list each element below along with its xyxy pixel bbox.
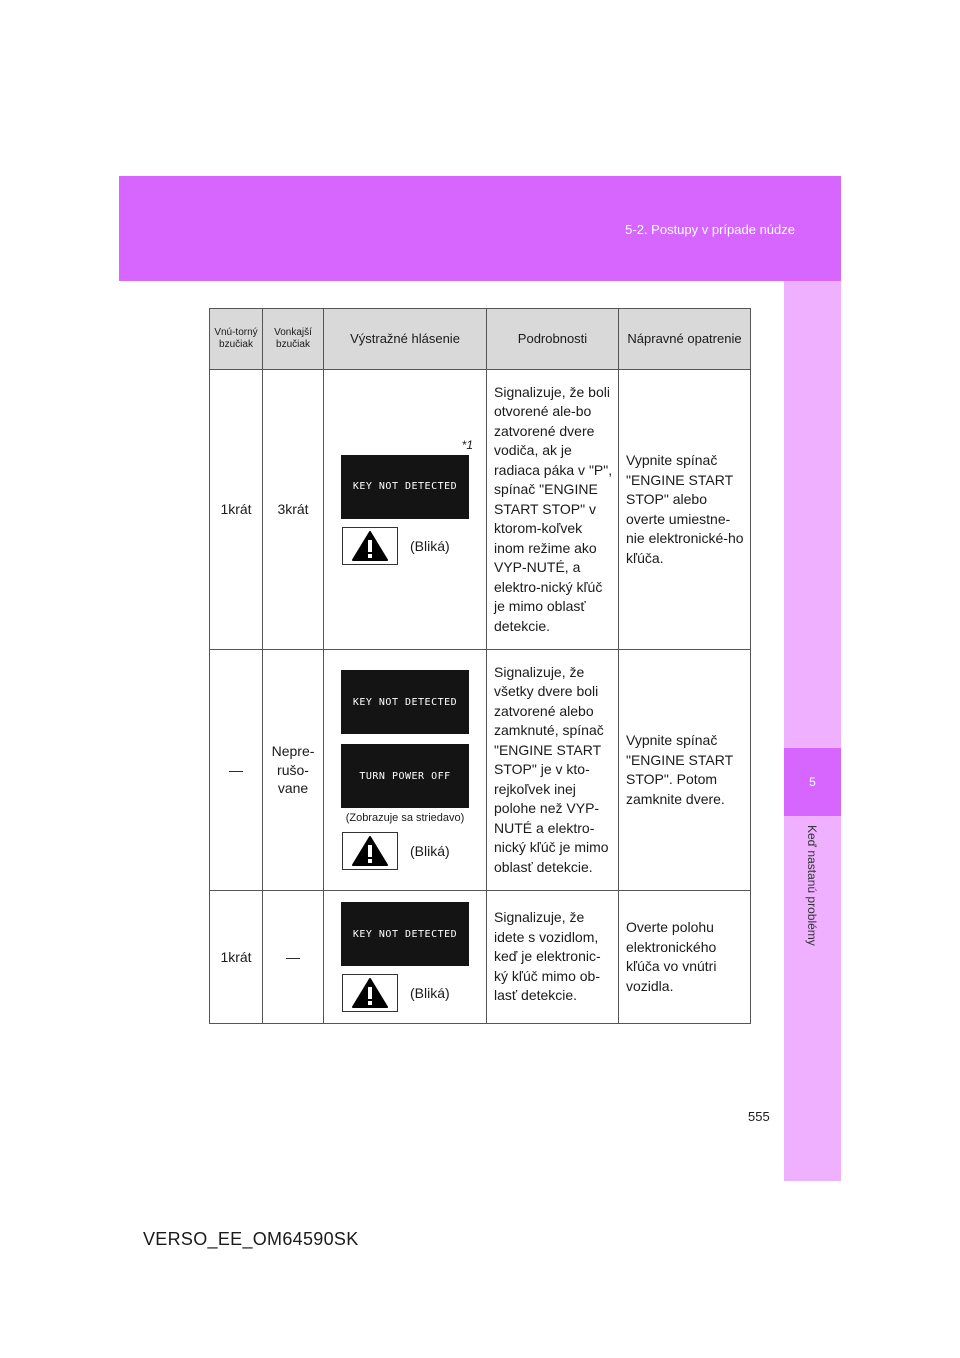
document-code: VERSO_EE_OM64590SK [143,1229,359,1249]
warning-triangle-icon [342,527,398,565]
blink-label: (Bliká) [410,537,450,554]
table-row [210,891,751,1024]
lcd-display: KEY NOT DETECTED [341,902,469,966]
header-external-buzzer: Vonkajší bzučiak [263,309,324,370]
header-internal-buzzer: Vnú-torný bzučiak [210,309,263,370]
internal-buzzer-cell: — [210,650,263,891]
action-cell: Vypnite spínač "ENGINE START STOP". Potom zamknite dvere. [619,650,751,891]
lcd-display: TURN POWER OFF [341,744,469,808]
header-action: Nápravné opatrenie [619,309,751,370]
warning-triangle-icon [342,974,398,1012]
external-buzzer-cell: — [263,891,324,1024]
warning-triangle-icon [342,832,398,870]
table-row [210,650,751,891]
header-warning-message: Výstražné hlásenie [324,309,487,370]
action-cell: Vypnite spínač "ENGINE START STOP" alebo overte umiestne-nie elektronické-ho kľúča. [619,370,751,650]
header-band [119,176,841,281]
warning-message-cell [324,891,487,1024]
external-buzzer-cell: Nepre-rušo-vane [263,650,324,891]
blink-label: (Bliká) [410,843,450,859]
warning-indicator [342,832,485,870]
warning-message-cell [324,370,487,650]
external-buzzer-cell: 3krát [263,370,324,650]
footnote-marker: *1 [461,438,473,452]
table-row [210,370,751,650]
warning-message-cell [324,650,487,891]
details-cell: Signalizuje, že boli otvorené ale-bo zatvorené dvere vodiča, ak je radiaca páka v "P", spínač "ENGINE START STOP" v ktorom-koľvek inom režime ako VYP-NUTÉ, a elektro-nický kľúč je mimo oblasť detekcie. [487,370,619,650]
lcd-display: KEY NOT DETECTED [341,455,469,519]
section-title: 5-2. Postupy v prípade núdze [625,222,795,237]
blink-label: (Bliká) [410,985,450,1001]
warning-indicator [342,527,485,565]
alternating-note: (Zobrazuje sa striedavo) [345,812,465,824]
header-details: Podrobnosti [487,309,619,370]
page-number: 555 [748,1109,770,1124]
details-cell: Signalizuje, že všetky dvere boli zatvorené alebo zamknuté, spínač "ENGINE START STOP" je v kto-rejkoľvek inej polohe než VYP-NUTÉ a elektro-nický kľúč je mimo oblasť detekcie. [487,650,619,891]
chapter-number-tab: 5 [784,748,841,816]
lcd-display: KEY NOT DETECTED [341,670,469,734]
internal-buzzer-cell: 1krát [210,370,263,650]
internal-buzzer-cell: 1krát [210,891,263,1024]
details-cell: Signalizuje, že idete s vozidlom, keď je elektronic-ký kľúč mimo ob-lasť detekcie. [487,891,619,1024]
table-header-row [210,309,751,370]
side-strip [784,281,841,1181]
chapter-title: Keď nastanú problémy [805,825,819,946]
action-cell: Overte polohu elektronického kľúča vo vnútri vozidla. [619,891,751,1024]
warning-indicator [342,974,485,1012]
alert-table [209,308,751,1024]
